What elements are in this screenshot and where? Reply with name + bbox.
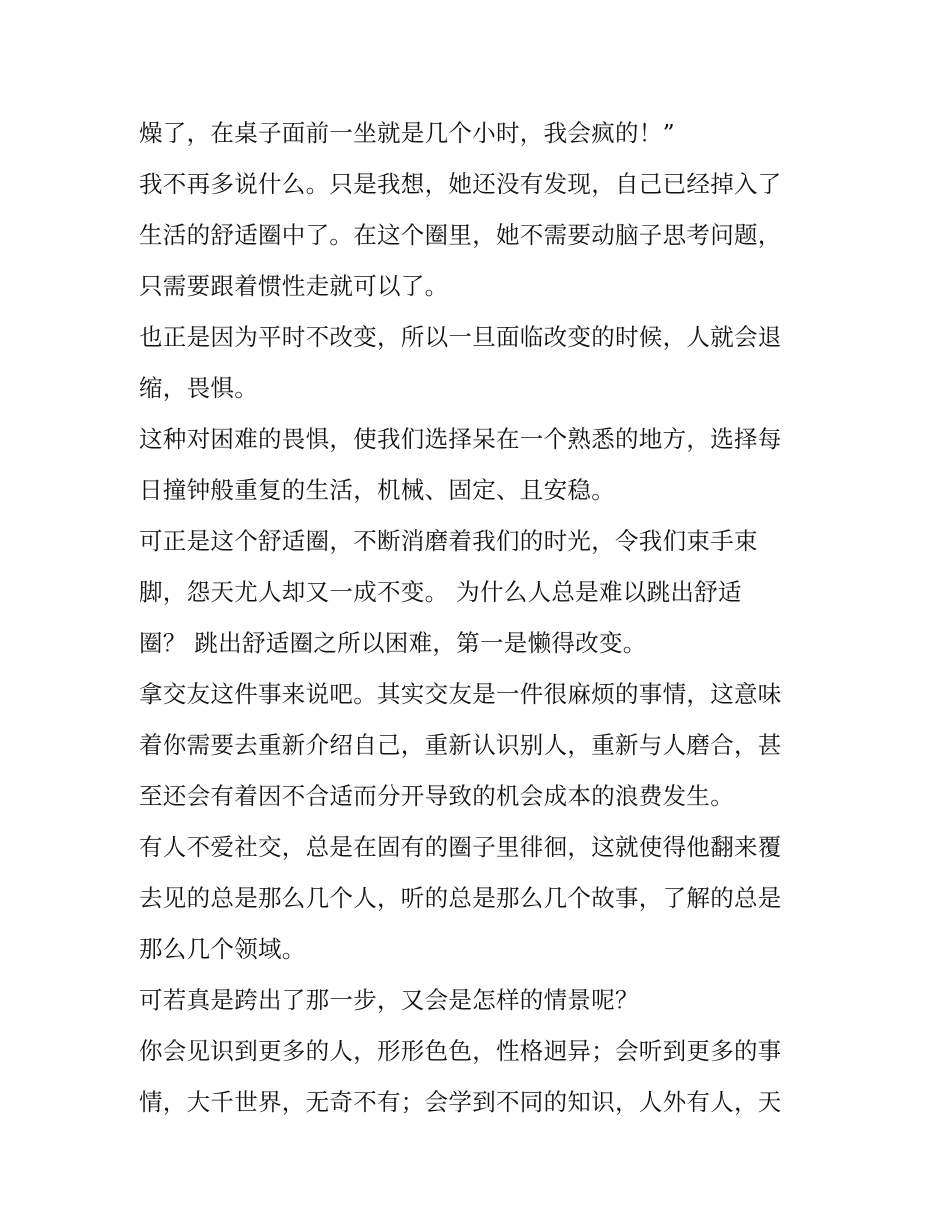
text-line: 至还会有着因不合适而分开导致的机会成本的浪费发生。 bbox=[139, 782, 734, 810]
text-line: 生活的舒适圈中了。在这个圈里，她不需要动脑子思考问题， bbox=[139, 221, 782, 249]
text-line: 日撞钟般重复的生活，机械、固定、且安稳。 bbox=[139, 476, 615, 504]
text-line: 燥了，在桌子面前一坐就是几个小时，我会疯的！” bbox=[139, 119, 675, 147]
text-line: 情，大千世界，无奇不有；会学到不同的知识，人外有人，天 bbox=[139, 1088, 782, 1116]
text-line: 只需要跟着惯性走就可以了。 bbox=[139, 272, 449, 300]
text-line: 那么几个领域。 bbox=[139, 935, 306, 963]
text-line: 可若真是跨出了那一步，又会是怎样的情景呢？ bbox=[139, 986, 639, 1014]
text-line: 你会见识到更多的人，形形色色，性格迥异；会听到更多的事 bbox=[139, 1037, 782, 1065]
text-line: 这种对困难的畏惧，使我们选择呆在一个熟悉的地方，选择每 bbox=[139, 425, 782, 453]
text-line: 着你需要去重新介绍自己，重新认识别人，重新与人磨合，甚 bbox=[139, 731, 782, 759]
text-line: 拿交友这件事来说吧。其实交友是一件很麻烦的事情，这意味 bbox=[139, 680, 782, 708]
text-line: 可正是这个舒适圈，不断消磨着我们的时光，令我们束手束 bbox=[139, 527, 758, 555]
text-line: 也正是因为平时不改变，所以一旦面临改变的时候，人就会退 bbox=[139, 323, 782, 351]
body-text bbox=[139, 108, 829, 1128]
text-line: 有人不爱社交，总是在固有的圈子里徘徊，这就使得他翻来覆 bbox=[139, 833, 782, 861]
text-line: 缩，畏惧。 bbox=[139, 374, 258, 402]
text-line: 我不再多说什么。只是我想，她还没有发现，自己已经掉入了 bbox=[139, 170, 782, 198]
text-line: 脚，怨天尤人却又一成不变。 为什么人总是难以跳出舒适 bbox=[139, 578, 742, 606]
text-line: 圈？ 跳出舒适圈之所以困难，第一是懒得改变。 bbox=[139, 629, 647, 657]
text-line: 去见的总是那么几个人，听的总是那么几个故事，了解的总是 bbox=[139, 884, 782, 912]
